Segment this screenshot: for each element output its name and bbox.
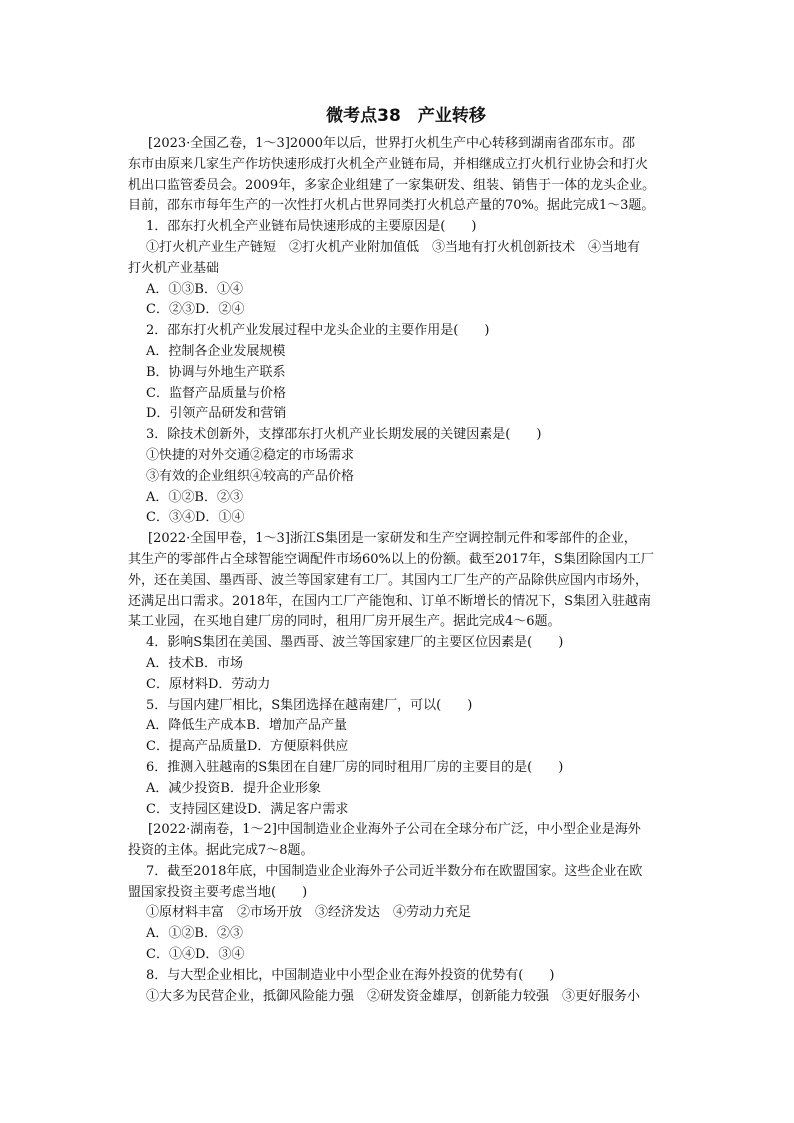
text-line: [2022·湖南卷，1～2]中国制造业企业海外子公司在全球分布广泛，中小型企业是海外	[148, 822, 641, 838]
text-line: A．降低生产成本B．增加产品产量	[146, 718, 347, 734]
text-line: D．引领产品研发和营销	[146, 406, 287, 422]
text-line: 打火机产业基础	[128, 260, 220, 276]
text-line: C．监督产品质量与价格	[146, 385, 286, 401]
text-line: 3．除技术创新外，支撑邵东打火机产业长期发展的关键因素是( )	[146, 427, 542, 443]
text-line: [2023·全国乙卷，1～3]2000年以后，世界打火机生产中心转移到湖南省邵东市。邵	[148, 136, 635, 151]
text-line: C．②③D．②④	[146, 302, 245, 318]
text-line: C．①④D．③④	[146, 947, 245, 963]
text-line: C．支持园区建设D．满足客户需求	[146, 801, 349, 817]
text-line: 投资的主体。据此完成7～8题。	[128, 843, 314, 859]
text-line: 目前，邵东市每年生产的一次性打火机占世界同类打火机总产量的70%。据此完成1～3题。	[128, 198, 655, 214]
text-line: 7．截至2018年底，中国制造业企业海外子公司近半数分布在欧盟国家。这些企业在欧	[146, 863, 643, 879]
text-line: 8．与大型企业相比，中国制造业中小型企业在海外投资的优势有( )	[146, 967, 555, 983]
text-line: C．提高产品质量D．方便原料供应	[146, 739, 349, 755]
text-line: 2．邵东打火机产业发展过程中龙头企业的主要作用是( )	[146, 323, 490, 339]
text-line: 还满足出口需求。2018年，在国内工厂产能饱和、订单不断增长的情况下，S集团入驻越南	[128, 593, 651, 609]
text-line: 5．与国内建厂相比，S集团选择在越南建厂，可以( )	[146, 697, 473, 713]
text-line: 某工业园，在买地自建厂房的同时，租用厂房开展生产。据此完成4～6题。	[128, 614, 561, 630]
page-title: 微考点38 产业转移	[326, 106, 486, 126]
text-line: ①打火机产业生产链短 ②打火机产业附加值低 ③当地有打火机创新技术 ④当地有	[146, 239, 641, 255]
text-line: C．原材料D．劳动力	[146, 676, 271, 692]
text-line: 盟国家投资主要考虑当地( )	[128, 884, 308, 900]
text-line: A．技术B．市场	[146, 655, 243, 671]
text-line: 其生产的零部件占全球智能空调配件市场60%以上的份额。截至2017年，S集团除国内工厂	[128, 551, 654, 567]
document-body	[128, 134, 684, 1007]
text-line: A．控制各企业发展规模	[146, 343, 286, 359]
text-line: A．①②B．②③	[146, 926, 243, 942]
text-line: 机出口监管委员会。2009年，多家企业组建了一家集研发、组装、销售于一体的龙头企业。	[128, 177, 656, 193]
text-line: 东市由原来几家生产作坊快速形成打火机全产业链布局，并相继成立打火机行业协会和打火	[128, 156, 649, 172]
text-line: ①快捷的对外交通②稳定的市场需求	[146, 447, 355, 463]
text-line: B．协调与外地生产联系	[146, 364, 286, 380]
text-line: 6．推测入驻越南的S集团在自建厂房的同时租用厂房的主要目的是( )	[146, 759, 564, 775]
text-line: 外，还在美国、墨西哥、波兰等国家建有工厂。其国内工厂生产的产品除供应国内市场外，	[128, 572, 649, 588]
text-line: 4．影响S集团在美国、墨西哥、波兰等国家建厂的主要区位因素是( )	[146, 635, 564, 651]
text-line: A．①②B．②③	[146, 489, 243, 505]
text-line: [2022·全国甲卷，1～3]浙江S集团是一家研发和生产空调控制元件和零部件的企业，	[148, 531, 637, 547]
text-line: A．减少投资B．提升企业形象	[146, 780, 321, 796]
text-line: ③有效的企业组织④较高的产品价格	[146, 468, 355, 484]
text-line: C．③④D．①④	[146, 510, 245, 526]
text-line: ①原材料丰富 ②市场开放 ③经济发达 ④劳动力充足	[146, 905, 472, 921]
text-line: A．①③B．①④	[146, 281, 243, 297]
text-line: ①大多为民营企业，抵御风险能力强 ②研发资金雄厚，创新能力较强 ③更好服务小	[146, 988, 641, 1004]
text-line: 1．邵东打火机全产业链布局快速形成的主要原因是( )	[146, 219, 477, 235]
